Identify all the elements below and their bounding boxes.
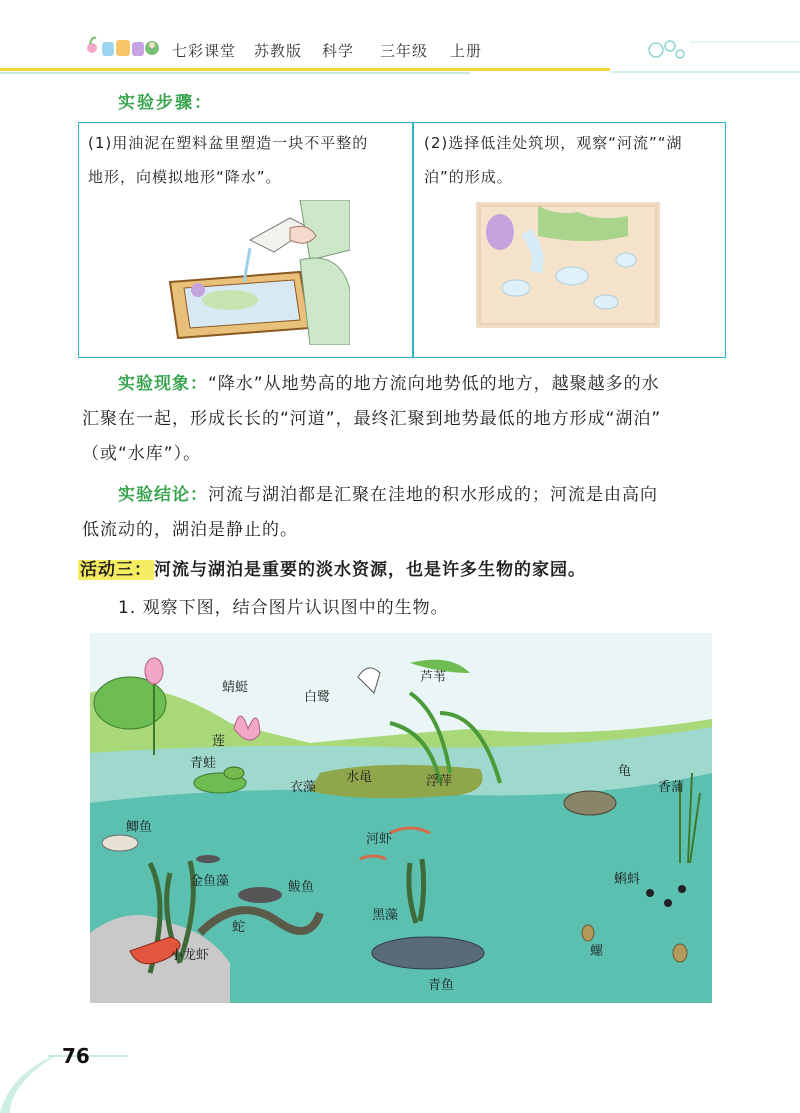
label-reed: 芦苇 [420,670,447,685]
bubbles-decoration [610,28,800,78]
page-number: 76 [62,1044,90,1068]
header-rule-yellow [0,68,610,71]
lotus-leaf [94,677,166,729]
activity-text: 河流与湖泊是重要的淡水资源，也是许多生物的家园。 [154,560,586,580]
conclusion-label: 实验结论： [118,485,208,505]
label-catfish: 鲅鱼 [288,880,315,895]
turtle-figure [564,791,616,815]
lotus-bud [145,658,163,684]
label-algae: 衣藻 [290,780,317,795]
steps-divider [412,122,414,358]
step1-line2: 地形，向模拟地形“降水”。 [88,168,282,186]
step2-line2: 泊”的形成。 [424,168,513,186]
header-subject: 科学 [322,42,355,60]
label-crayfish: 小龙虾 [170,948,210,963]
label-lotus: 莲 [212,734,226,749]
label-egret: 白鹭 [304,690,331,705]
small-fish [196,855,220,863]
step2-illustration [476,202,660,328]
tadpole-figure [678,885,686,893]
tadpole-figure [646,889,654,897]
phenomenon-line3: （或“水库”）。 [82,444,202,464]
label-crucian: 鲫鱼 [126,820,153,835]
label-water-beetle: 水黾 [346,770,373,785]
label-goldfish-weed: 金鱼藻 [190,874,230,889]
step1-line1: (1)用油泥在塑料盆里塑造一块不平整的 [88,134,369,152]
header-edition: 苏教版 [254,42,303,60]
label-tadpole: 蝌蚪 [614,872,641,887]
label-duckweed: 浮萍 [426,774,453,789]
header-series: 七彩课堂 [172,42,237,60]
carp-fish [372,937,484,969]
snail-figure [673,944,687,962]
question-text: 1. 观察下图，结合图片认识图中的生物。 [118,598,449,618]
tadpole-figure [664,899,672,907]
duckweed-patch [310,765,483,798]
phenomenon-label: 实验现象： [118,374,208,394]
label-carp: 青鱼 [428,978,455,993]
conclusion-line2: 低流动的，湖泊是静止的。 [82,520,298,540]
label-frog: 青蛙 [190,756,217,771]
catfish-figure [238,887,282,903]
phenomenon-line2: 汇聚在一起，形成长长的“河道”，最终汇聚到地势最低的地方形成“湖泊” [82,409,662,429]
crucian-fish [102,835,138,851]
label-snail: 螺 [590,944,604,959]
label-hydrilla: 黑藻 [372,908,399,923]
header-grade: 三年级 [380,42,429,60]
phenomenon-line1: “降水”从地势高的地方流向地势低的地方，越聚越多的水 [208,374,660,394]
conclusion-paragraph [82,478,722,548]
step1-text [88,126,368,194]
steps-title: 实验步骤： [118,93,213,113]
frog-figure [224,767,244,779]
conclusion-line1: 河流与湖泊都是汇聚在洼地的积水形成的；河流是由高向 [208,485,658,505]
label-snake: 蛇 [232,920,246,935]
step1-illustration [150,200,350,345]
phenomenon-paragraph [82,367,722,472]
step2-line1: (2)选择低洼处筑坝，观察“河流”“湖 [424,134,683,152]
header-volume: 上册 [450,42,483,60]
snail-figure [582,925,594,941]
header-rule-teal [0,72,470,74]
label-turtle: 龟 [618,764,632,779]
activity-tag: 活动三： [80,560,152,580]
label-shrimp: 河虾 [366,832,393,847]
pond-ecosystem-illustration [90,633,712,1003]
label-dragonfly: 蜻蜓 [222,680,249,695]
page-corner-decoration [0,1030,130,1113]
page-header [0,0,800,80]
activity-heading [78,555,586,580]
series-logo [82,34,162,64]
label-cattail: 香蒲 [658,780,685,795]
step2-text [424,126,683,194]
